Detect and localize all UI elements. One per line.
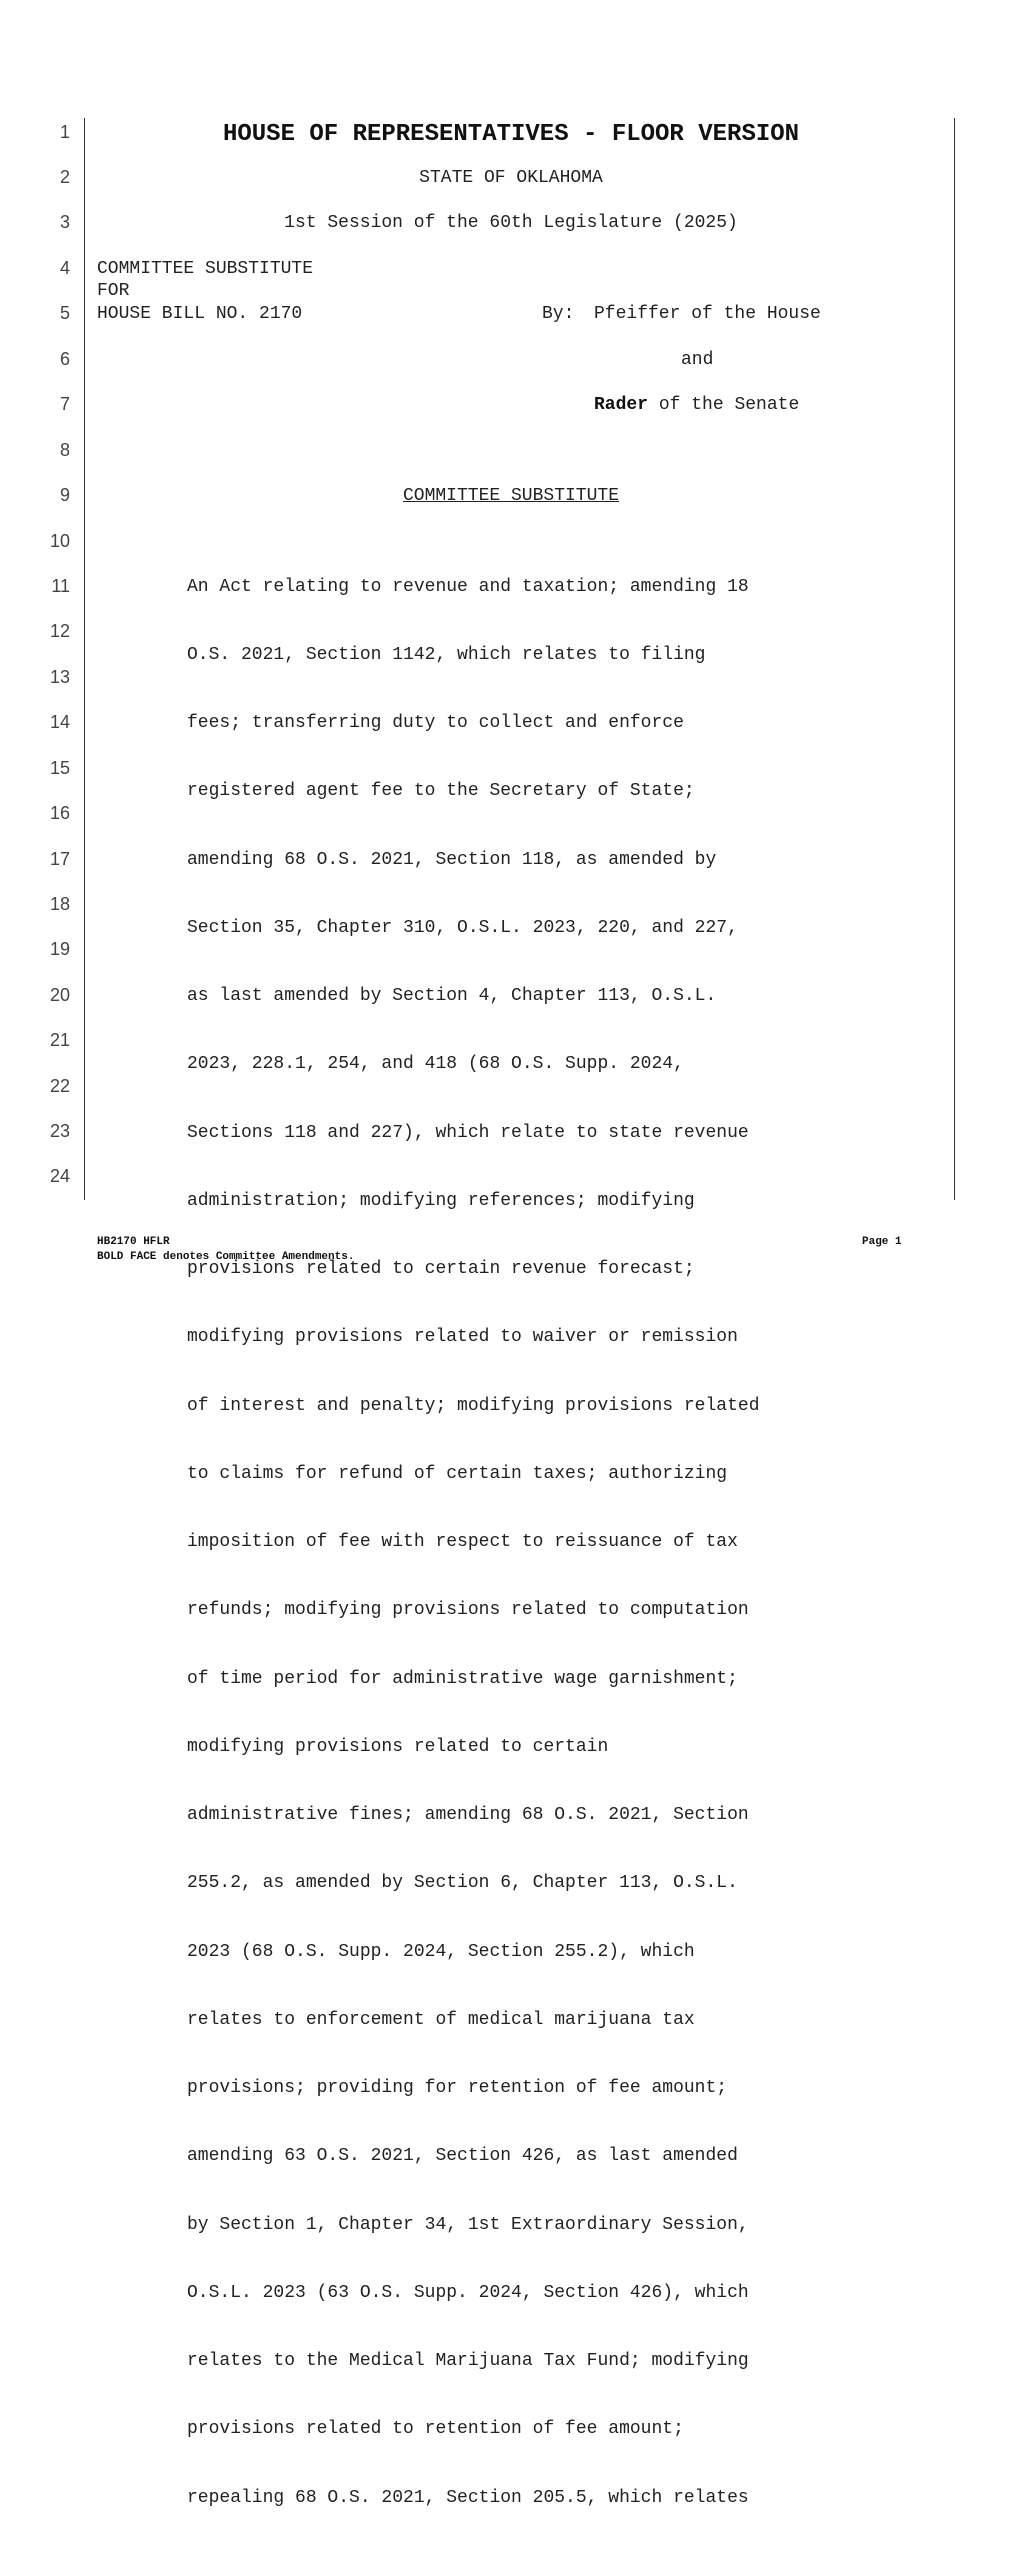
line-number: 2	[59, 167, 70, 187]
act-line: 2023, 228.1, 254, and 418 (68 O.S. Supp. 2024,	[187, 1054, 684, 1075]
state-name: STATE OF OKLAHOMA	[419, 168, 603, 188]
line-number: 3	[59, 212, 70, 232]
line-number: 10	[49, 531, 70, 551]
line-number: 8	[59, 440, 70, 460]
act-line: refunds; modifying provisions related to computation	[187, 1600, 749, 1621]
line-number: 1	[59, 122, 70, 142]
line-number: 19	[49, 939, 70, 959]
act-line: of time period for administrative wage garnishment;	[187, 1668, 738, 1689]
substitute-label: COMMITTEE SUBSTITUTE	[97, 259, 314, 279]
left-margin-rule	[84, 118, 85, 1200]
author-senate-name: Rader	[594, 395, 649, 415]
act-line: provisions related to retention of fee amount;	[187, 2419, 684, 2440]
author-senate-suffix: of the Senate	[658, 395, 800, 415]
act-line: imposition of fee with respect to reissuance of tax	[187, 1532, 738, 1552]
act-line: registered agent fee to the Secretary of State;	[187, 781, 695, 802]
act-line: amending 63 O.S. 2021, Section 426, as last amended	[187, 2146, 738, 2167]
act-line: of interest and penalty; modifying provisions related	[187, 1395, 760, 1416]
bill-number: HOUSE BILL NO. 2170	[97, 304, 303, 324]
substitute-for-label: FOR	[97, 281, 130, 301]
act-line: Sections 118 and 227), which relate to state revenue	[187, 1122, 749, 1143]
line-number: 9	[59, 485, 70, 505]
committee-substitute-heading: COMMITTEE SUBSTITUTE	[402, 486, 620, 506]
act-line: Section 35, Chapter 310, O.S.L. 2023, 220, and 227,	[187, 917, 738, 938]
act-line: to claims for refund of certain taxes; authorizing	[187, 1463, 728, 1484]
footer-page-number: Page 1	[862, 1236, 902, 1248]
act-title-block	[187, 530, 760, 2555]
act-line: An Act relating to revenue and taxation; amending 18	[187, 576, 749, 597]
act-line: administrative fines; amending 68 O.S. 2021, Section	[187, 1805, 749, 1825]
line-number: 12	[49, 621, 70, 641]
line-number: 14	[49, 712, 70, 732]
line-number: 16	[49, 803, 70, 823]
and-conjunction: and	[681, 350, 714, 370]
act-line: by Section 1, Chapter 34, 1st Extraordinary Session,	[187, 2214, 749, 2235]
act-line: modifying provisions related to certain	[187, 1736, 609, 1757]
act-line: provisions; providing for retention of fee amount;	[187, 2078, 728, 2098]
line-number: 22	[49, 1076, 70, 1096]
line-number: 24	[49, 1166, 70, 1186]
footer-note: BOLD FACE denotes Committee Amendments.	[97, 1251, 355, 1263]
line-number: 5	[59, 303, 70, 323]
act-line: fees; transferring duty to collect and enforce	[187, 713, 684, 733]
author-senate	[594, 394, 799, 416]
line-number: 15	[49, 758, 70, 778]
footer-bill-id: HB2170 HFLR	[97, 1236, 170, 1248]
act-line: administration; modifying references; modifying	[187, 1190, 695, 1211]
act-line: modifying provisions related to waiver or remission	[187, 1327, 738, 1348]
line-number: 7	[59, 394, 70, 414]
act-line: O.S.L. 2023 (63 O.S. Supp. 2024, Section 426), which	[187, 2282, 749, 2303]
by-label: By:	[542, 304, 575, 324]
line-number: 17	[49, 849, 70, 869]
act-line: relates to enforcement of medical marijuana tax	[187, 2009, 695, 2030]
line-number: 4	[59, 258, 70, 278]
author-house: Pfeiffer of the House	[594, 304, 821, 324]
line-number: 13	[49, 667, 70, 687]
act-line: repealing 68 O.S. 2021, Section 205.5, which relates	[187, 2487, 749, 2508]
line-number: 18	[49, 894, 70, 914]
right-margin-rule	[954, 118, 955, 1200]
line-number: 23	[49, 1121, 70, 1141]
act-line: provisions related to certain revenue forecast;	[187, 1259, 695, 1279]
document-title: HOUSE OF REPRESENTATIVES - FLOOR VERSION	[222, 121, 800, 148]
act-line: 2023 (68 O.S. Supp. 2024, Section 255.2), which	[187, 1941, 695, 1962]
act-line: O.S. 2021, Section 1142, which relates to filing	[187, 644, 706, 665]
line-number: 11	[51, 576, 70, 596]
session-line: 1st Session of the 60th Legislature (2025)	[284, 213, 738, 233]
line-number: 20	[49, 985, 70, 1005]
act-line: 255.2, as amended by Section 6, Chapter 113, O.S.L.	[187, 1873, 738, 1894]
act-line: relates to the Medical Marijuana Tax Fund; modifying	[187, 2351, 749, 2371]
act-line: as last amended by Section 4, Chapter 113, O.S.L.	[187, 986, 717, 1006]
line-number: 6	[59, 349, 70, 369]
act-line: amending 68 O.S. 2021, Section 118, as amended by	[187, 849, 717, 870]
line-number: 21	[49, 1030, 70, 1050]
